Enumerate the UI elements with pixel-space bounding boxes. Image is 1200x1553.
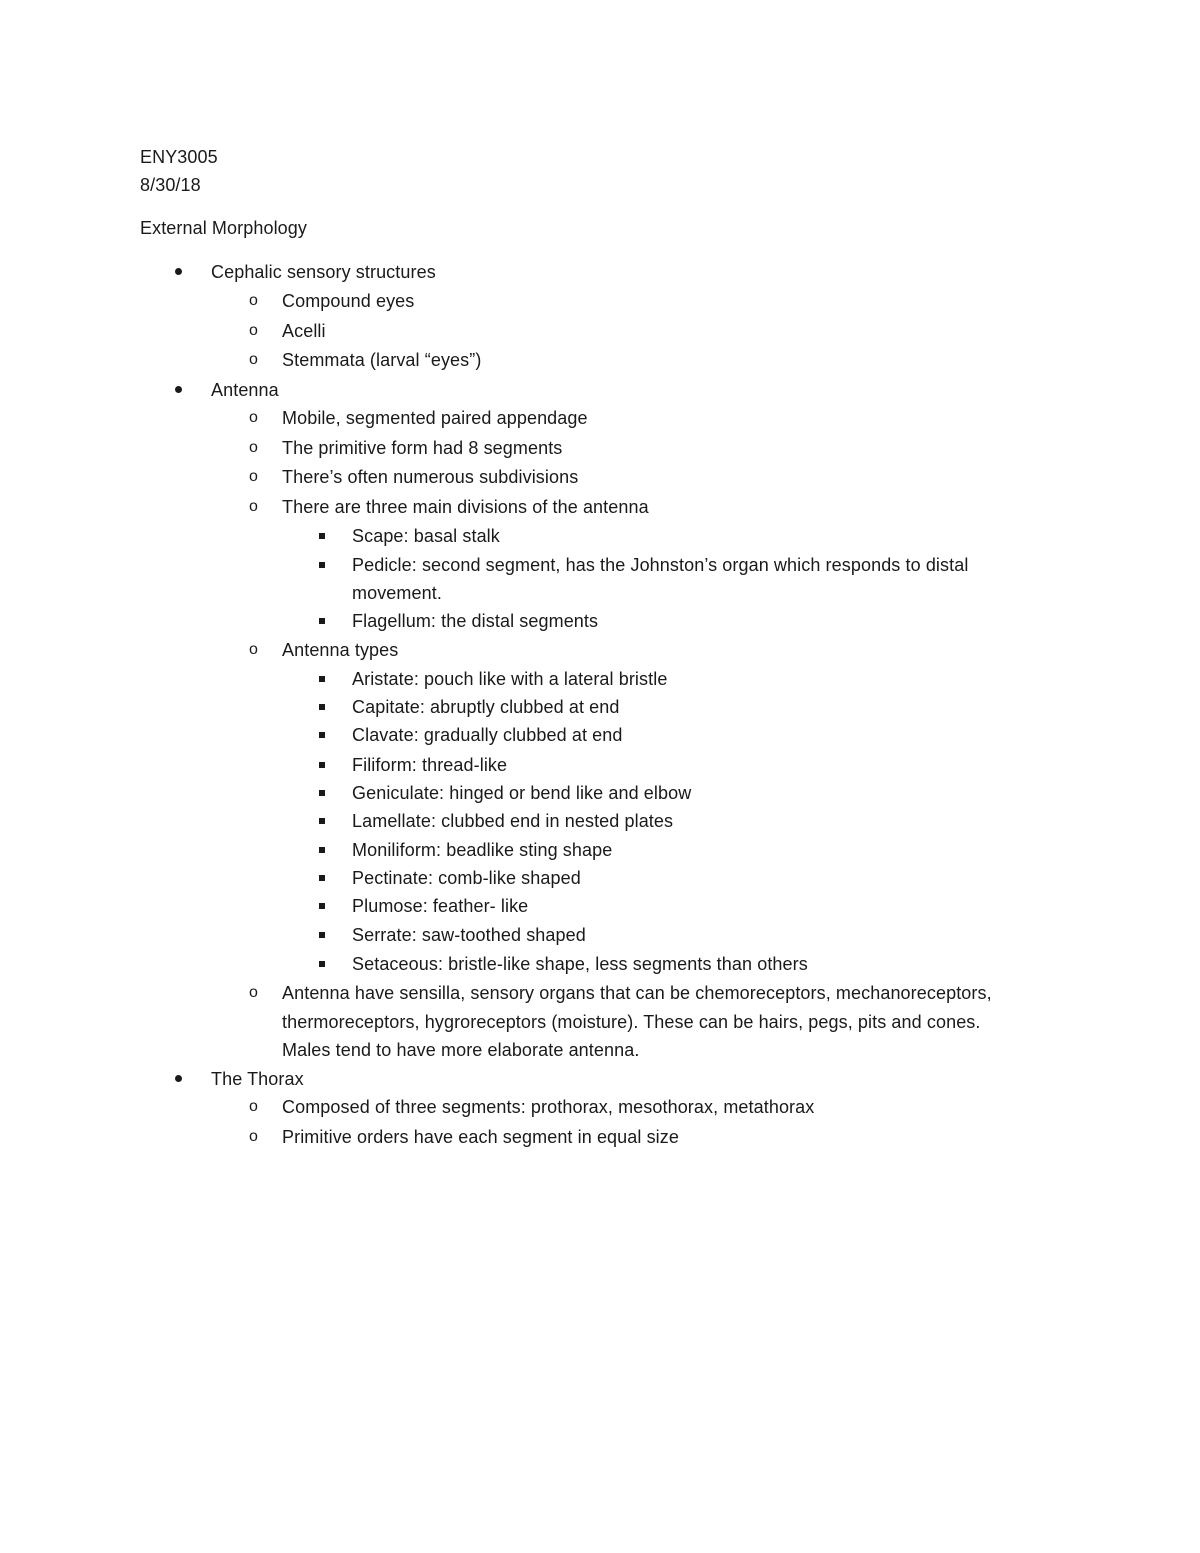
antenna-types-label: Antenna types	[282, 640, 399, 660]
circle-bullet-icon: o	[249, 1128, 258, 1145]
section-cephalic-label: Cephalic sensory structures	[211, 262, 436, 282]
sensilla-line: thermoreceptors, hygroreceptors (moisture). These can be hairs, pegs, pits and cones.	[282, 1012, 981, 1032]
circle-bullet-icon: o	[249, 498, 258, 515]
antenna-item: The primitive form had 8 segments	[282, 438, 563, 458]
square-bullet-icon	[319, 533, 325, 539]
circle-bullet-icon: o	[249, 409, 258, 426]
antenna-type-item: Setaceous: bristle-like shape, less segments than others	[352, 954, 808, 974]
bullet-icon	[175, 386, 182, 393]
square-bullet-icon	[319, 961, 325, 967]
square-bullet-icon	[319, 847, 325, 853]
note-date: 8/30/18	[140, 175, 201, 195]
antenna-type-item: Aristate: pouch like with a lateral bristle	[352, 669, 668, 689]
square-bullet-icon	[319, 704, 325, 710]
bullet-icon	[175, 268, 182, 275]
cephalic-item: Stemmata (larval “eyes”)	[282, 350, 482, 370]
cephalic-item: Acelli	[282, 321, 326, 341]
antenna-type-item: Clavate: gradually clubbed at end	[352, 725, 623, 745]
square-bullet-icon	[319, 562, 325, 568]
sensilla-line: Antenna have sensilla, sensory organs that can be chemoreceptors, mechanoreceptors,	[282, 983, 992, 1003]
thorax-item: Composed of three segments: prothorax, mesothorax, metathorax	[282, 1097, 815, 1117]
circle-bullet-icon: o	[249, 984, 258, 1001]
square-bullet-icon	[319, 618, 325, 624]
cephalic-item: Compound eyes	[282, 291, 415, 311]
square-bullet-icon	[319, 762, 325, 768]
section-thorax-label: The Thorax	[211, 1069, 304, 1089]
division-item: Pedicle: second segment, has the Johnston’s organ which responds to distal	[352, 555, 969, 575]
circle-bullet-icon: o	[249, 351, 258, 368]
square-bullet-icon	[319, 932, 325, 938]
square-bullet-icon	[319, 732, 325, 738]
circle-bullet-icon: o	[249, 292, 258, 309]
antenna-type-item: Geniculate: hinged or bend like and elbow	[352, 783, 692, 803]
square-bullet-icon	[319, 790, 325, 796]
division-item: Scape: basal stalk	[352, 526, 500, 546]
square-bullet-icon	[319, 676, 325, 682]
antenna-type-item: Pectinate: comb-like shaped	[352, 868, 581, 888]
antenna-type-item: Plumose: feather- like	[352, 896, 529, 916]
course-code: ENY3005	[140, 147, 218, 167]
circle-bullet-icon: o	[249, 322, 258, 339]
circle-bullet-icon: o	[249, 439, 258, 456]
antenna-type-item: Serrate: saw-toothed shaped	[352, 925, 586, 945]
sensilla-line: Males tend to have more elaborate antenna.	[282, 1040, 640, 1060]
antenna-type-item: Moniliform: beadlike sting shape	[352, 840, 613, 860]
circle-bullet-icon: o	[249, 468, 258, 485]
antenna-type-item: Filiform: thread-like	[352, 755, 508, 775]
antenna-item: There’s often numerous subdivisions	[282, 467, 579, 487]
square-bullet-icon	[319, 903, 325, 909]
antenna-type-item: Capitate: abruptly clubbed at end	[352, 697, 620, 717]
bullet-icon	[175, 1075, 182, 1082]
document-title: External Morphology	[140, 218, 307, 238]
antenna-type-item: Lamellate: clubbed end in nested plates	[352, 811, 674, 831]
antenna-item: Mobile, segmented paired appendage	[282, 408, 588, 428]
circle-bullet-icon: o	[249, 641, 258, 658]
antenna-item: There are three main divisions of the antenna	[282, 497, 649, 517]
circle-bullet-icon: o	[249, 1098, 258, 1115]
division-item: Flagellum: the distal segments	[352, 611, 599, 631]
division-item-continued: movement.	[352, 583, 442, 603]
section-antenna-label: Antenna	[211, 380, 279, 400]
thorax-item: Primitive orders have each segment in equal size	[282, 1127, 679, 1147]
square-bullet-icon	[319, 818, 325, 824]
square-bullet-icon	[319, 875, 325, 881]
